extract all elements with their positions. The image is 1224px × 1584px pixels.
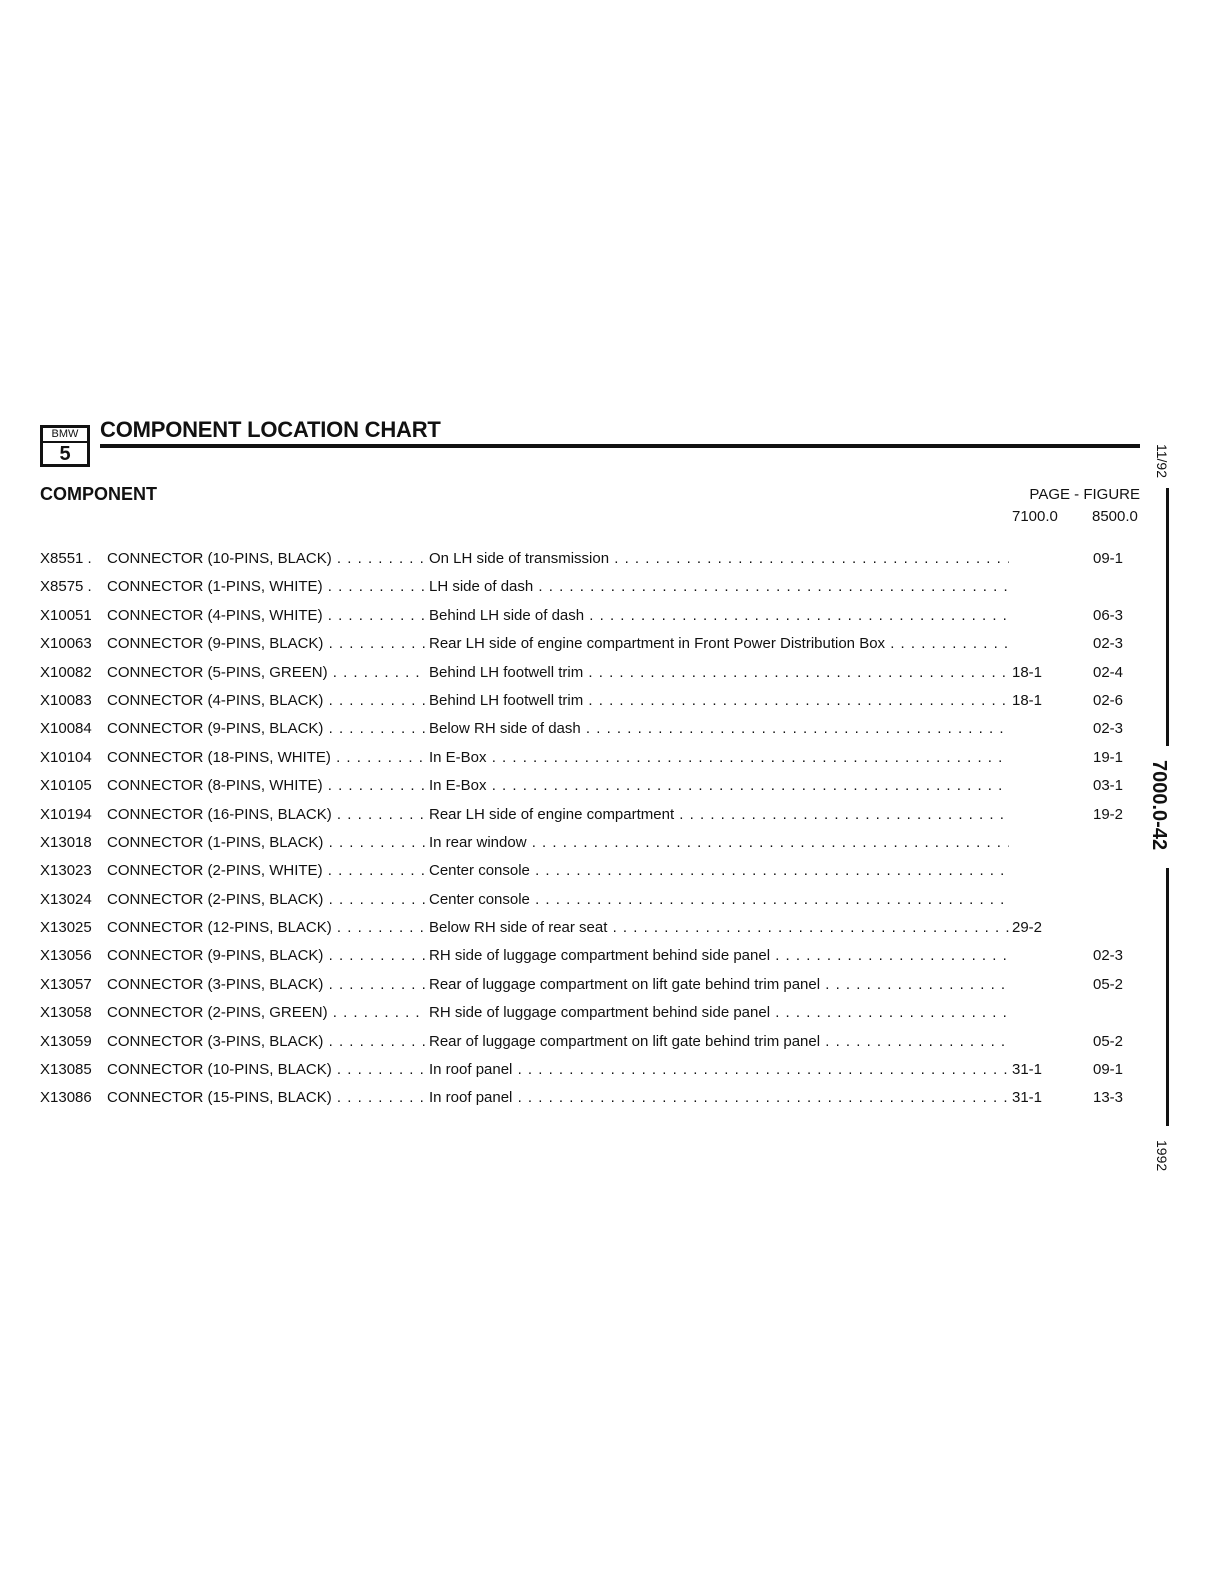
component-id: X10083	[40, 691, 92, 709]
table-row	[0, 1001, 1160, 1029]
side-year: 1992	[1154, 1140, 1170, 1172]
component-id: X10082	[40, 663, 92, 681]
component-location: On LH side of transmission . . .	[429, 547, 1009, 571]
component-description: CONNECTOR (10-PINS, BLACK) . . .	[107, 547, 427, 571]
component-id: X13086	[40, 1089, 92, 1107]
table-row	[0, 944, 1160, 972]
component-location: Center console . . .	[429, 888, 1009, 912]
side-rule-top	[1166, 488, 1169, 746]
component-location: Rear LH side of engine compartment . . .	[429, 803, 1009, 827]
component-description: CONNECTOR (9-PINS, BLACK) . . .	[107, 632, 427, 656]
component-location: Behind LH footwell trim . . .	[429, 689, 1009, 713]
table-row	[0, 547, 1160, 575]
component-location: In E-Box . . .	[429, 774, 1009, 798]
table-row	[0, 1030, 1160, 1058]
figure-reference: 02-3	[1093, 947, 1124, 965]
component-id: X8551 .	[40, 550, 92, 567]
component-id: X13023	[40, 862, 92, 880]
component-description: CONNECTOR (10-PINS, BLACK) . . .	[107, 1058, 427, 1082]
component-location: In E-Box . . .	[429, 746, 1009, 770]
figure-reference: 05-2	[1093, 975, 1124, 993]
component-location: Below RH side of rear seat . . .	[429, 916, 1009, 940]
component-id: X13018	[40, 833, 92, 851]
table-row	[0, 746, 1160, 774]
component-description: CONNECTOR (9-PINS, BLACK) . . .	[107, 717, 427, 741]
table-row	[0, 575, 1160, 603]
page-reference: 31-1	[1012, 1089, 1043, 1107]
component-id: X10084	[40, 720, 92, 738]
logo-brand: BMW	[43, 428, 87, 443]
figure-reference: 02-6	[1093, 691, 1124, 709]
side-page-number: 7000.0-42	[1148, 760, 1170, 851]
title-rule	[100, 444, 1140, 448]
page-reference: 29-2	[1012, 919, 1043, 937]
component-description: CONNECTOR (8-PINS, WHITE) . . .	[107, 774, 427, 798]
component-location: RH side of luggage compartment behind side panel . . .	[429, 1001, 1009, 1025]
component-location: In roof panel . . .	[429, 1086, 1009, 1110]
figure-reference: 06-3	[1093, 606, 1124, 624]
figure-reference: 09-1	[1093, 1061, 1124, 1079]
component-description: CONNECTOR (3-PINS, BLACK) . . .	[107, 1030, 427, 1054]
table-row	[0, 803, 1160, 831]
table-row	[0, 717, 1160, 745]
component-location: In rear window . . .	[429, 831, 1009, 855]
component-description: CONNECTOR (4-PINS, WHITE) . . .	[107, 604, 427, 628]
figure-reference: 02-3	[1093, 635, 1124, 653]
page-reference: 18-1	[1012, 691, 1043, 709]
figure-reference: 19-2	[1093, 805, 1124, 823]
component-id: X8575 .	[40, 578, 92, 596]
side-rule-bottom	[1166, 868, 1169, 1126]
table-row	[0, 973, 1160, 1001]
bmw-5-logo	[40, 425, 90, 467]
component-id: X10063	[40, 635, 92, 653]
figure-reference: 19-1	[1093, 748, 1124, 766]
component-id: X13025	[40, 919, 92, 937]
component-description: CONNECTOR (2-PINS, WHITE) . . .	[107, 859, 427, 883]
page-reference: 31-1	[1012, 1061, 1043, 1079]
table-row	[0, 604, 1160, 632]
component-location: Center console . . .	[429, 859, 1009, 883]
component-location: LH side of dash . . .	[429, 575, 1009, 599]
component-description: CONNECTOR (2-PINS, GREEN) . . .	[107, 1001, 427, 1025]
component-location: Behind LH footwell trim . . .	[429, 661, 1009, 685]
component-description: CONNECTOR (4-PINS, BLACK) . . .	[107, 689, 427, 713]
component-description: CONNECTOR (5-PINS, GREEN) . . .	[107, 661, 427, 685]
component-description: CONNECTOR (12-PINS, BLACK) . . .	[107, 916, 427, 940]
table-row	[0, 888, 1160, 916]
side-date: 11/92	[1154, 444, 1170, 478]
figure-reference: 02-3	[1093, 720, 1124, 738]
component-table	[0, 547, 1160, 1115]
table-row	[0, 1058, 1160, 1086]
component-id: X13056	[40, 947, 92, 965]
component-column-header: COMPONENT	[40, 484, 157, 504]
figure-reference: 09-1	[1093, 550, 1124, 567]
figure-reference: 05-2	[1093, 1032, 1124, 1050]
component-description: CONNECTOR (9-PINS, BLACK) . . .	[107, 944, 427, 968]
logo-model: 5	[59, 443, 71, 465]
component-id: X13085	[40, 1061, 92, 1079]
component-location: Below RH side of dash . . .	[429, 717, 1009, 741]
component-location: Rear of luggage compartment on lift gate behind trim panel . . .	[429, 1030, 1009, 1054]
component-description: CONNECTOR (18-PINS, WHITE) . . .	[107, 746, 427, 770]
component-id: X10105	[40, 777, 92, 795]
component-description: CONNECTOR (2-PINS, BLACK) . . .	[107, 888, 427, 912]
table-row	[0, 632, 1160, 660]
page-column-header: 7100.0	[1012, 508, 1058, 525]
page-title: COMPONENT LOCATION CHART	[100, 417, 441, 442]
component-id: X10051	[40, 606, 92, 624]
figure-reference: 02-4	[1093, 663, 1124, 681]
table-row	[0, 689, 1160, 717]
figure-reference: 03-1	[1093, 777, 1124, 795]
component-location: Rear of luggage compartment on lift gate behind trim panel . . .	[429, 973, 1009, 997]
table-row	[0, 661, 1160, 689]
component-description: CONNECTOR (15-PINS, BLACK) . . .	[107, 1086, 427, 1110]
component-id: X13058	[40, 1004, 92, 1022]
component-id: X13059	[40, 1032, 92, 1050]
component-description: CONNECTOR (16-PINS, BLACK) . . .	[107, 803, 427, 827]
component-location: Behind LH side of dash . . .	[429, 604, 1009, 628]
component-description: CONNECTOR (1-PINS, WHITE) . . .	[107, 575, 427, 599]
component-id: X10194	[40, 805, 92, 823]
page-reference: 18-1	[1012, 663, 1043, 681]
component-location: Rear LH side of engine compartment in Front Power Distribution Box . . .	[429, 632, 1009, 656]
figure-reference: 13-3	[1093, 1089, 1124, 1107]
page-figure-header: PAGE - FIGURE	[1029, 486, 1140, 503]
component-location: In roof panel . . .	[429, 1058, 1009, 1082]
table-row	[0, 916, 1160, 944]
table-row	[0, 831, 1160, 859]
table-row	[0, 1086, 1160, 1114]
component-id: X10104	[40, 748, 92, 766]
component-location: RH side of luggage compartment behind side panel . . .	[429, 944, 1009, 968]
component-id: X13057	[40, 975, 92, 993]
component-description: CONNECTOR (1-PINS, BLACK) . . .	[107, 831, 427, 855]
table-row	[0, 774, 1160, 802]
component-id: X13024	[40, 890, 92, 908]
table-row	[0, 859, 1160, 887]
figure-column-header: 8500.0	[1092, 508, 1138, 525]
component-description: CONNECTOR (3-PINS, BLACK) . . .	[107, 973, 427, 997]
